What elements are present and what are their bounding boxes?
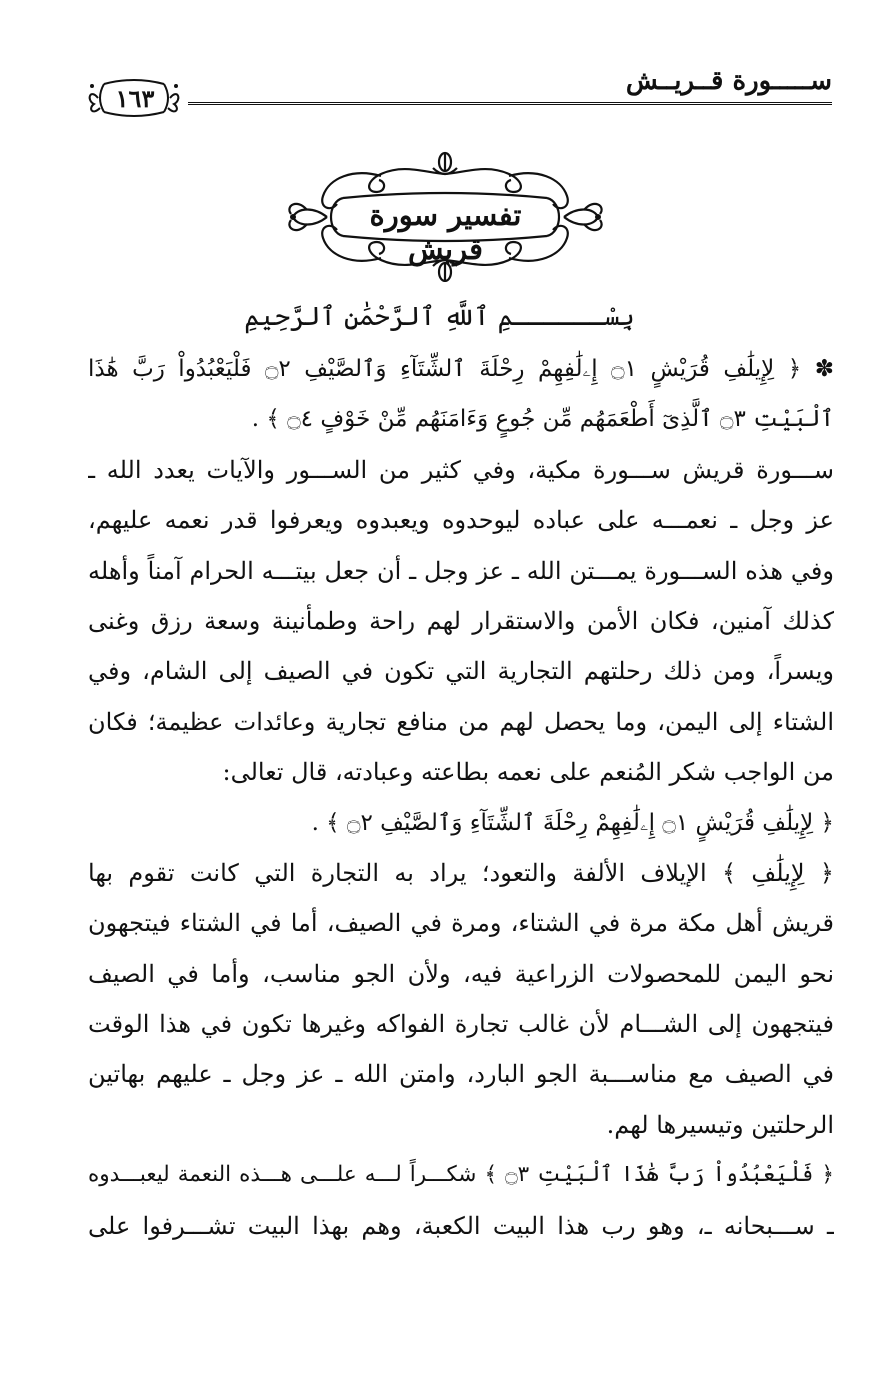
text-line: عز وجل ـ نعمـــه على عباده ليوحدوه ويعبدوه ويعرفوا قدر نعمه عليهم، [88, 506, 834, 535]
surah-title: تفسير سورة قريش [369, 198, 522, 266]
text-line: في الصيف مع مناســـبة الجو البارد، وامتن الله ـ عز وجل ـ عليهم بهاتين [88, 1060, 834, 1089]
text-line: ﴿ لِإِيلَٰفِ ﴾ الإيلاف الألفة والتعود؛ يراد به التجارة التي كانت تقوم بها [88, 858, 834, 887]
verse-line: ٱلْبَيْتِ ۝٣ ٱلَّذِىٓ أَطْعَمَهُم مِّن جُوعٍ وَءَامَنَهُم مِّنْ خَوْفٍ ۝٤ ﴾ . [251, 406, 834, 433]
text-line: ســـورة قريش ســـورة مكية، وفي كثير من الســـور والآيات يعدد الله ـ [88, 455, 834, 484]
text-line: فيتجهون إلى الشـــام لأن غالب تجارة الفواكه وغيرها تكون في هذا الوقت [88, 1010, 834, 1039]
text-line: قريش أهل مكة مرة في الشتاء، ومرة في الصيف، أما في الشتاء فيتجهون [88, 909, 834, 938]
text-line: ـ ســـبحانه ـ، وهو رب هذا البيت الكعبة، وهم بهذا البيت تشـــرفوا على [88, 1211, 834, 1240]
text-line: وفي هذه الســـورة يمـــتن الله ـ عز وجل ـ أن جعل بيتـــه الحرام آمناً وأهله [88, 556, 834, 585]
running-title: ســـــورة قــريــش [625, 66, 832, 96]
header-rule [188, 102, 832, 105]
verse-line: ✽ ﴿ لِإِيلَٰفِ قُرَيْشٍ ۝١ إِۦلَٰفِهِمْ رِحْلَةَ ٱلشِّتَآءِ وَٱلصَّيْفِ ۝٢ فَلْيَعْبُدُواْ رَبَّ هَٰذَا [88, 356, 834, 382]
page-header [84, 66, 832, 118]
text-line: ويسراً، ومن ذلك رحلتهم التجارية التي تكون في الصيف إلى الشام، وفي [88, 657, 834, 686]
commentary-text [88, 344, 834, 1251]
verse-line: ﴿ لِإِيلَٰفِ قُرَيْشٍ ۝١ إِۦلَٰفِهِمْ رِحْلَةَ ٱلشِّتَآءِ وَٱلصَّيْفِ ۝٢ ﴾ . [311, 809, 834, 836]
text-line: الشتاء إلى اليمن، وما يحصل لهم من منافع تجارية وعائدات عظيمة؛ فكان [88, 707, 834, 736]
text-line: الرحلتين وتيسيرها لهم. [606, 1110, 834, 1139]
text-line: كذلك آمنين، فكان الأمن والاستقرار لهم راحة وطمأنينة وسعة رزق وغنى [88, 606, 834, 635]
surah-title-frame [283, 150, 608, 282]
page-number-ornament [84, 78, 184, 118]
page-number: ١٦٣ [115, 84, 155, 113]
basmala: بِسْــــــمِ ٱللَّهِ ٱلرَّحْمَٰنِ ٱلرَّحِيمِ [244, 302, 635, 332]
text-line: نحو اليمن للمحصولات الزراعية فيه، ولأن الجو مناسب، وأما في الصيف [88, 959, 834, 988]
text-line: من الواجب شكر المُنعم على نعمه بطاعته وعبادته، قال تعالى: [222, 758, 834, 787]
text-line: ﴿ فَلْيَعْبُدُواْ رَبَّ هَٰذَا ٱلْبَيْتِ ۝٣ ﴾ شكـــراً لـــه علـــى هـــذه النعمة ليعبـــدوه [88, 1162, 834, 1188]
